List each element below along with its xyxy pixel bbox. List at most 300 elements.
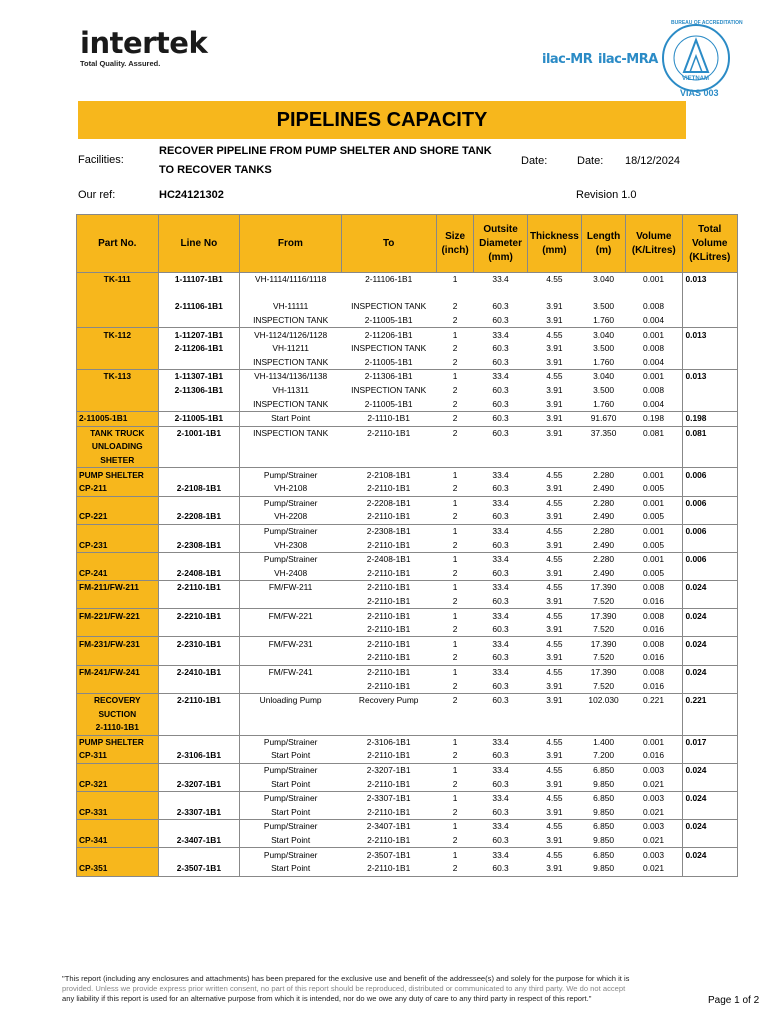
cell-size [436, 454, 474, 468]
table-row [77, 693, 738, 707]
cell-to: 2-2110-1B1 [341, 426, 436, 440]
cell-total-volume [682, 777, 738, 791]
cell-thickness: 3.91 [546, 835, 563, 846]
cell-to: 2-2308-1B1 [341, 524, 436, 538]
table-row [77, 820, 738, 834]
cell-total-volume: 0.024 [682, 637, 738, 651]
cell-total-volume: 0.024 [682, 763, 738, 777]
cell-total-volume [682, 397, 738, 411]
cell-to: 2-2208-1B1 [341, 496, 436, 510]
cell-length [582, 454, 626, 468]
cell-length: 17.390 [582, 609, 626, 623]
cell-line-no: 2-1001-1B1 [158, 426, 240, 440]
cell-total-volume: 0.024 [682, 665, 738, 679]
cell-thickness: 3.91 [546, 652, 563, 663]
cell-from: VH-2108 [274, 483, 308, 494]
cell-volume: 0.008 [626, 609, 682, 623]
cell-outside-diameter: 60.3 [492, 835, 509, 846]
cell-size: 2 [452, 835, 458, 846]
cell-total-volume [682, 287, 738, 301]
cell-outside-diameter [474, 707, 527, 721]
table-row [77, 806, 738, 820]
cell-thickness: 3.91 [546, 398, 563, 409]
cell-volume: 0.008 [626, 637, 682, 651]
header-length: Length (m) [582, 215, 626, 273]
cell-volume [626, 707, 682, 721]
cell-volume: 0.003 [626, 820, 682, 834]
cell-size: 1 [436, 609, 474, 623]
cell-volume: 0.001 [626, 273, 682, 287]
cell-from: Pump/Strainer [240, 820, 341, 834]
cell-outside-diameter: 33.4 [474, 273, 527, 287]
table-row [77, 651, 738, 665]
cell-total-volume: 0.017 [682, 735, 738, 749]
header-thickness: Thickness (mm) [527, 215, 581, 273]
cell-outside-diameter [474, 721, 527, 735]
cell-total-volume [682, 482, 738, 496]
cell-thickness [527, 707, 581, 721]
cell-part-no: TK-111 [77, 273, 159, 287]
cell-thickness: 3.91 [546, 511, 563, 522]
cell-size: 1 [436, 328, 474, 342]
cell-size: 2 [452, 750, 458, 761]
logo-wordmark: intertek [80, 26, 208, 60]
cell-from: Start Point [271, 750, 311, 761]
cell-from: INSPECTION TANK [240, 426, 341, 440]
cell-from: VH-11111 [273, 301, 309, 312]
cell-from: Pump/Strainer [240, 848, 341, 862]
cell-size: 1 [436, 820, 474, 834]
cell-volume: 0.005 [626, 482, 682, 496]
cell-part-no [77, 287, 159, 301]
table-row [77, 581, 738, 595]
header-volume: Volume (K/Litres) [626, 215, 682, 273]
cell-from: Pump/Strainer [240, 763, 341, 777]
cell-size: 2 [452, 385, 458, 396]
cell-to: 2-2110-1B1 [341, 609, 436, 623]
cell-length: 3.500 [593, 301, 615, 312]
cell-from: Start Point [271, 806, 311, 817]
cell-line-no [158, 735, 240, 749]
cell-to: 2-2110-1B1 [367, 624, 411, 635]
cell-size: 2 [452, 595, 458, 606]
cell-from [240, 595, 341, 609]
cell-from: Pump/Strainer [240, 791, 341, 805]
cell-from: INSPECTION TANK [253, 356, 329, 367]
cell-volume: 0.005 [626, 566, 682, 580]
cell-from: VH-11311 [272, 385, 309, 396]
cell-size: 2 [452, 539, 458, 550]
cell-from: VH-2308 [274, 539, 308, 550]
cell-line-no [158, 454, 240, 468]
cell-part-no: UNLOADING [77, 440, 159, 454]
cell-total-volume: 0.024 [682, 581, 738, 595]
cell-outside-diameter: 60.3 [492, 511, 509, 522]
cell-part-no [77, 342, 159, 356]
cell-from: VH-1134/1136/1138 [240, 370, 341, 384]
cell-size: 1 [436, 735, 474, 749]
cell-part-no [77, 820, 159, 834]
cell-volume: 0.003 [626, 848, 682, 862]
cell-part-no [77, 552, 159, 566]
cell-part-no: CP-221 [77, 510, 159, 524]
table-body [77, 273, 738, 877]
table-row [77, 566, 738, 580]
cell-length: 2.280 [582, 468, 626, 482]
cell-total-volume [682, 510, 738, 524]
table-row [77, 314, 738, 328]
cell-part-no [77, 623, 159, 637]
table-row [77, 707, 738, 721]
cell-size: 2 [452, 398, 458, 409]
cell-total-volume [682, 595, 738, 609]
table-row [77, 370, 738, 384]
cell-volume: 0.001 [626, 735, 682, 749]
cell-length: 6.850 [582, 820, 626, 834]
cell-thickness: 3.91 [546, 301, 563, 312]
table-row [77, 384, 738, 398]
cell-line-no: 2-3106-1B1 [158, 749, 240, 763]
cell-outside-diameter: 60.3 [492, 595, 509, 606]
table-row [77, 426, 738, 440]
cell-thickness: 3.91 [546, 806, 563, 817]
ref-label: Our ref: [78, 189, 116, 201]
cell-line-no: 1-11207-1B1 [158, 328, 240, 342]
cell-thickness: 3.91 [546, 315, 563, 326]
table-row [77, 609, 738, 623]
cell-size: 1 [436, 370, 474, 384]
cell-to: 2-3307-1B1 [341, 791, 436, 805]
cell-total-volume [682, 749, 738, 763]
cell-to: 2-11005-1B1 [364, 315, 413, 326]
table-row [77, 848, 738, 862]
cell-part-no [77, 595, 159, 609]
table-row [77, 468, 738, 482]
cell-from: Start Point [240, 411, 341, 426]
cell-line-no [158, 595, 240, 609]
cell-to [341, 454, 436, 468]
cell-size: 1 [436, 637, 474, 651]
cell-total-volume [682, 862, 738, 876]
cell-line-no: 2-11005-1B1 [158, 411, 240, 426]
cell-outside-diameter: 60.3 [492, 343, 509, 354]
cell-line-no [158, 440, 240, 454]
cell-line-no: 2-3407-1B1 [158, 834, 240, 848]
cell-thickness: 3.91 [546, 778, 563, 789]
header-total-volume: Total Volume (KLitres) [682, 215, 738, 273]
cell-length: 2.280 [582, 552, 626, 566]
cell-part-no: CP-331 [77, 806, 159, 820]
cell-thickness [527, 721, 581, 735]
cell-line-no: 2-11106-1B1 [158, 300, 240, 314]
cell-line-no [158, 356, 240, 370]
cell-volume: 0.221 [626, 693, 682, 707]
cell-volume: 0.021 [626, 806, 682, 820]
date-label-2: Date: [577, 155, 604, 167]
cell-to: 2-11005-1B1 [364, 356, 413, 367]
cell-volume: 0.021 [626, 834, 682, 848]
cell-from: Pump/Strainer [240, 735, 341, 749]
cell-volume: 0.016 [626, 595, 682, 609]
cell-outside-diameter: 33.4 [474, 665, 527, 679]
cell-total-volume: 0.024 [682, 609, 738, 623]
cell-outside-diameter: 33.4 [474, 328, 527, 342]
cell-to: 2-2110-1B1 [367, 806, 411, 817]
cell-size: 1 [436, 468, 474, 482]
cell-length: 7.520 [593, 595, 615, 606]
cell-part-no: PUMP SHELTER [77, 468, 159, 482]
cell-thickness: 4.55 [527, 273, 581, 287]
header-outside-diameter: Outsite Diameter (mm) [474, 215, 527, 273]
cell-to: 2-2110-1B1 [367, 750, 411, 761]
cell-length: 2.490 [593, 483, 615, 494]
revision: Revision 1.0 [576, 189, 637, 201]
cell-total-volume: 0.024 [682, 820, 738, 834]
cell-from [240, 721, 341, 735]
cell-line-no [158, 679, 240, 693]
cell-volume [626, 721, 682, 735]
cell-outside-diameter: 60.3 [492, 301, 509, 312]
cell-size: 2 [452, 680, 458, 691]
cell-from [240, 287, 341, 301]
accreditation-country: VIETNAM [682, 76, 709, 82]
cell-length: 17.390 [582, 665, 626, 679]
cell-line-no [158, 651, 240, 665]
cell-total-volume [682, 679, 738, 693]
cell-from: FM/FW-231 [240, 637, 341, 651]
cell-length: 2.490 [593, 539, 615, 550]
cell-thickness: 3.91 [546, 539, 563, 550]
cell-part-no [77, 679, 159, 693]
cell-outside-diameter: 33.4 [474, 791, 527, 805]
cell-to: 2-2110-1B1 [367, 778, 411, 789]
table-row [77, 538, 738, 552]
table-row [77, 524, 738, 538]
cell-from: VH-2208 [274, 511, 308, 522]
cell-length: 7.520 [593, 624, 615, 635]
ilac-mra-label: ilac-MRA [598, 52, 658, 67]
cell-size: 2 [436, 411, 474, 426]
cell-size: 1 [436, 273, 474, 287]
cell-length: 3.500 [593, 385, 615, 396]
cell-total-volume [682, 623, 738, 637]
cell-part-no [77, 384, 159, 398]
cell-outside-diameter: 33.4 [474, 581, 527, 595]
accreditation-badges [540, 20, 743, 100]
cell-part-no: FM-211/FW-211 [77, 581, 159, 595]
cell-from: Pump/Strainer [240, 496, 341, 510]
cell-part-no: CP-311 [77, 749, 159, 763]
cell-to: INSPECTION TANK [351, 343, 427, 354]
cell-to: 2-11106-1B1 [341, 273, 436, 287]
cell-from: FM/FW-241 [240, 665, 341, 679]
cell-outside-diameter: 33.4 [474, 370, 527, 384]
cell-to: 2-2110-1B1 [341, 637, 436, 651]
cell-line-no [158, 820, 240, 834]
cell-length: 2.280 [582, 524, 626, 538]
cell-total-volume [682, 384, 738, 398]
cell-to: 2-2110-1B1 [367, 652, 411, 663]
cell-part-no [77, 763, 159, 777]
cell-total-volume [682, 721, 738, 735]
cell-size: 1 [436, 581, 474, 595]
cell-from: Pump/Strainer [240, 468, 341, 482]
footer-line-3: any liability if this report is used for an alternative purpose from which it is intended, nor do we owe any duty of care to any third party in respect of this report." [62, 994, 592, 1003]
cell-part-no [77, 356, 159, 370]
date-label-1: Date: [521, 155, 548, 167]
accreditation-code: VIAS 003 [680, 88, 719, 98]
cell-outside-diameter: 60.3 [492, 398, 509, 409]
cell-volume: 0.001 [626, 524, 682, 538]
cell-to: 2-1110-1B1 [341, 411, 436, 426]
cell-volume: 0.016 [626, 651, 682, 665]
cell-from [240, 679, 341, 693]
cell-thickness: 3.91 [527, 862, 581, 876]
cell-part-no: FM-231/FW-231 [77, 637, 159, 651]
cell-total-volume [682, 300, 738, 314]
cell-total-volume: 0.013 [682, 273, 738, 287]
cell-size [436, 707, 474, 721]
cell-thickness: 4.55 [527, 637, 581, 651]
cell-total-volume: 0.221 [682, 693, 738, 707]
cell-part-no: TANK TRUCK [77, 426, 159, 440]
cell-from: INSPECTION TANK [253, 398, 329, 409]
cell-from: VH-11211 [272, 343, 309, 354]
cell-line-no: 2-2210-1B1 [158, 609, 240, 623]
cell-line-no: 2-2110-1B1 [158, 581, 240, 595]
cell-total-volume: 0.081 [682, 426, 738, 440]
cell-part-no: FM-241/FW-241 [77, 665, 159, 679]
cell-length: 3.040 [582, 273, 626, 287]
cell-outside-diameter: 60.3 [492, 356, 509, 367]
cell-part-no: SHETER [77, 454, 159, 468]
cell-from: VH-2408 [274, 567, 308, 578]
cell-to: 2-2110-1B1 [341, 581, 436, 595]
cell-part-no [77, 397, 159, 411]
cell-total-volume: 0.006 [682, 468, 738, 482]
cell-length: 102.030 [582, 693, 626, 707]
cell-part-no [77, 524, 159, 538]
table-row [77, 411, 738, 426]
cell-length [582, 287, 626, 301]
cell-size [436, 440, 474, 454]
cell-total-volume [682, 440, 738, 454]
footer-disclaimer [62, 974, 672, 1004]
cell-total-volume [682, 707, 738, 721]
ilac-mr-label: ilac-MR [542, 52, 593, 67]
cell-length: 17.390 [582, 581, 626, 595]
cell-part-no [77, 791, 159, 805]
cell-outside-diameter: 60.3 [492, 315, 509, 326]
cell-total-volume: 0.006 [682, 496, 738, 510]
cell-total-volume [682, 454, 738, 468]
cell-volume: 0.001 [626, 552, 682, 566]
cell-total-volume [682, 651, 738, 665]
cell-outside-diameter: 33.4 [474, 637, 527, 651]
cell-total-volume [682, 314, 738, 328]
cell-to: 2-2110-1B1 [341, 665, 436, 679]
cell-length: 2.490 [593, 567, 615, 578]
cell-thickness [527, 454, 581, 468]
cell-length: 6.850 [582, 763, 626, 777]
cell-line-no [158, 721, 240, 735]
cell-to: 2-2110-1B1 [367, 567, 411, 578]
facilities-line-1: RECOVER PIPELINE FROM PUMP SHELTER AND SHORE TANK [159, 145, 492, 157]
cell-size: 2 [452, 343, 458, 354]
cell-total-volume: 0.024 [682, 848, 738, 862]
cell-outside-diameter: 33.4 [474, 763, 527, 777]
table-row [77, 356, 738, 370]
cell-from: Pump/Strainer [240, 524, 341, 538]
cell-thickness: 4.55 [527, 820, 581, 834]
logo-tagline: Total Quality. Assured. [80, 59, 161, 68]
cell-part-no: FM-221/FW-221 [77, 609, 159, 623]
cell-total-volume [682, 566, 738, 580]
cell-from [240, 454, 341, 468]
cell-size: 2 [452, 778, 458, 789]
cell-thickness: 3.91 [527, 693, 581, 707]
table-row [77, 791, 738, 805]
cell-size: 2 [436, 693, 474, 707]
table-row [77, 777, 738, 791]
cell-line-no: 2-3207-1B1 [158, 777, 240, 791]
intertek-logo [80, 28, 207, 68]
cell-outside-diameter: 33.4 [474, 552, 527, 566]
cell-size: 1 [436, 763, 474, 777]
cell-length [582, 440, 626, 454]
footer-line-2: provided. Unless we provide express prior written consent, no part of this report should be reproduced, distributed or communicated to any third party. We do not accept [62, 984, 626, 993]
cell-total-volume: 0.013 [682, 328, 738, 342]
cell-thickness: 3.91 [546, 385, 563, 396]
table-row [77, 637, 738, 651]
cell-outside-diameter: 33.4 [474, 735, 527, 749]
cell-part-no: TK-113 [77, 370, 159, 384]
cell-size: 1 [436, 524, 474, 538]
cell-part-no: CP-231 [77, 538, 159, 552]
cell-outside-diameter: 60.3 [474, 411, 527, 426]
cell-line-no [158, 524, 240, 538]
cell-outside-diameter: 60.3 [492, 806, 509, 817]
cell-thickness: 3.91 [546, 595, 563, 606]
cell-volume [626, 440, 682, 454]
cell-outside-diameter: 60.3 [474, 426, 527, 440]
cell-from: Start Point [240, 862, 341, 876]
cell-from: Pump/Strainer [240, 552, 341, 566]
cell-from [240, 623, 341, 637]
cell-to [341, 287, 436, 301]
cell-to: INSPECTION TANK [351, 385, 427, 396]
cell-volume: 0.021 [626, 777, 682, 791]
cell-volume: 0.005 [626, 538, 682, 552]
cell-outside-diameter: 33.4 [474, 848, 527, 862]
cell-size: 1 [436, 496, 474, 510]
header-from: From [240, 215, 341, 273]
cell-volume: 0.004 [626, 314, 682, 328]
page-number: Page 1 of 2 [708, 995, 760, 1006]
table-row [77, 397, 738, 411]
cell-to [341, 707, 436, 721]
date-value: 18/12/2024 [625, 155, 681, 167]
cell-line-no [158, 552, 240, 566]
cell-from: FM/FW-221 [240, 609, 341, 623]
cell-to: 2-2408-1B1 [341, 552, 436, 566]
cell-length: 1.760 [593, 356, 615, 367]
cell-to: 2-2110-1B1 [367, 680, 411, 691]
cell-from: Unloading Pump [240, 693, 341, 707]
cell-length: 9.850 [593, 835, 615, 846]
cell-length: 7.520 [593, 680, 615, 691]
cell-outside-diameter: 60.3 [492, 680, 509, 691]
